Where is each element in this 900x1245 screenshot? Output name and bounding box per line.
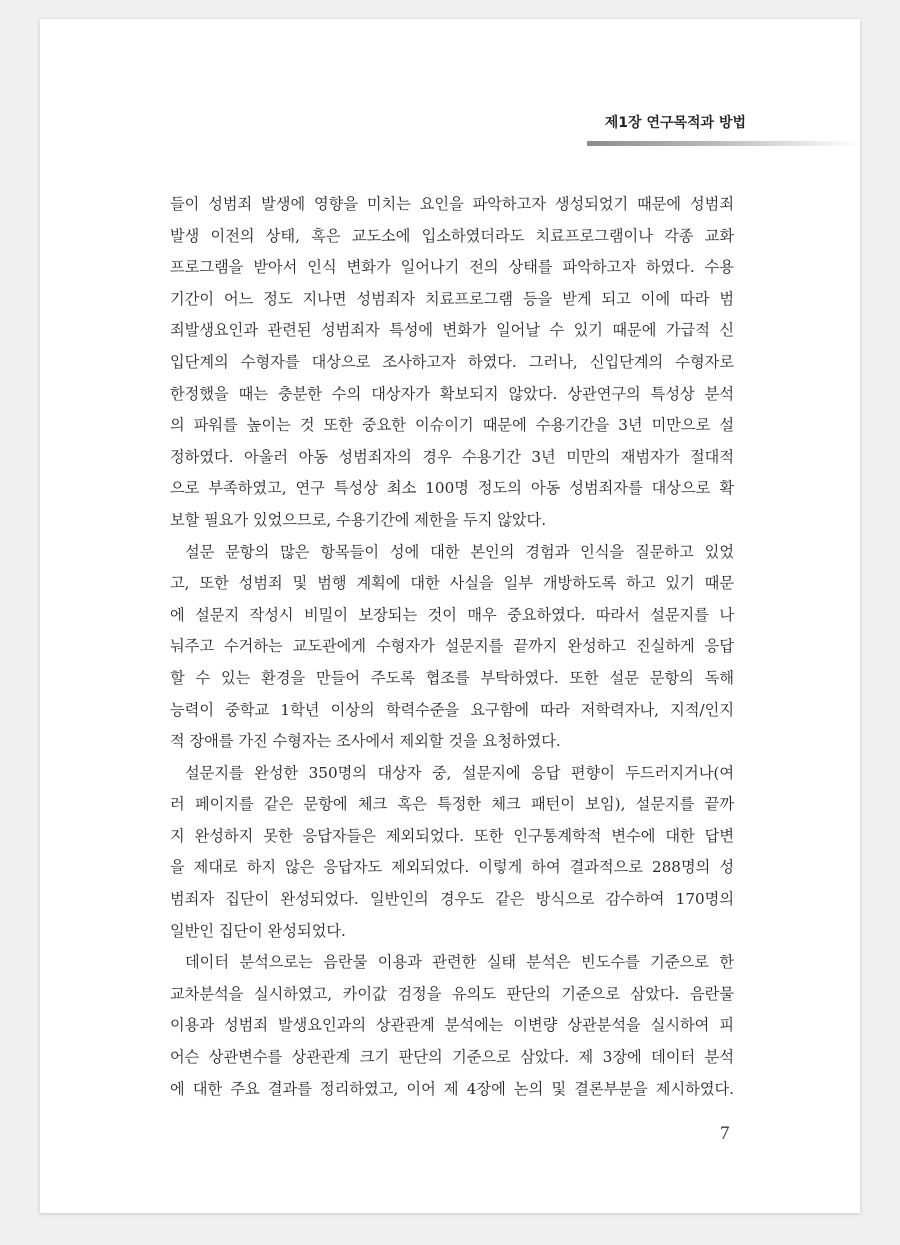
text-line: 교차분석을 실시하였고, 카이값 검정을 유의도 판단의 기준으로 삼았다. 음란물 bbox=[170, 984, 734, 1003]
running-header-title: 제1장 연구목적과 방법 bbox=[604, 115, 746, 131]
text-line: 눠주고 수거하는 교도관에게 수형자가 설문지를 끝까지 완성하고 진실하게 응답 bbox=[170, 637, 734, 656]
text-line: 에 대한 주요 결과를 정리하였고, 이어 제 4장에 논의 및 결론부분을 제시하였다. bbox=[170, 1079, 734, 1098]
text-line: 일반인 집단이 완성되었다. bbox=[170, 921, 346, 940]
text-line: 데이터 분석으로는 음란물 이용과 관련한 실태 분석은 빈도수를 기준으로 한 bbox=[185, 953, 734, 972]
text-line: 어슨 상관변수를 상관관계 크기 판단의 기준으로 삼았다. 제 3장에 데이터 분석 bbox=[170, 1048, 734, 1067]
paragraph-1 bbox=[170, 189, 734, 537]
paragraph-4 bbox=[170, 947, 734, 1105]
text-line: 입단계의 수형자를 대상으로 조사하고자 하였다. 그러나, 신입단계의 수형자로 bbox=[170, 352, 734, 371]
text-line: 으로 부족하였고, 연구 특성상 최소 100명 정도의 아동 성범죄자를 대상으로 확 bbox=[170, 479, 734, 498]
page-number: 7 bbox=[720, 1123, 730, 1144]
paragraph-3 bbox=[170, 758, 734, 948]
text-line: 적 장애를 가진 수형자는 조사에서 제외할 것을 요청하였다. bbox=[170, 732, 561, 751]
text-line: 지 완성하지 못한 응답자들은 제외되었다. 또한 인구통계학적 변수에 대한 답변 bbox=[170, 826, 734, 845]
text-line: 이용과 성범죄 발생요인과의 상관관계 분석에는 이변량 상관분석을 실시하여 피 bbox=[170, 1016, 734, 1035]
text-line: 죄발생요인과 관련된 성범죄자 특성에 변화가 일어날 수 있기 때문에 가급적 신 bbox=[170, 321, 734, 340]
paragraph-2 bbox=[170, 537, 734, 758]
body-text bbox=[170, 189, 734, 1105]
text-line: 설문 문항의 많은 항목들이 성에 대한 본인의 경험과 인식을 질문하고 있었 bbox=[185, 542, 734, 561]
text-line: 보할 필요가 있었으므로, 수용기간에 제한을 두지 않았다. bbox=[170, 510, 547, 529]
text-line: 에 설문지 작성시 비밀이 보장되는 것이 매우 중요하였다. 따라서 설문지를 나 bbox=[170, 605, 734, 624]
text-line: 한정했을 때는 충분한 수의 대상자가 확보되지 않았다. 상관연구의 특성상 분석 bbox=[170, 384, 734, 403]
text-line: 러 페이지를 같은 문항에 체크 혹은 특정한 체크 패턴이 보임), 설문지를 끝까 bbox=[170, 795, 734, 814]
text-line: 을 제대로 하지 않은 응답자도 제외되었다. 이렇게 하여 결과적으로 288명의 성 bbox=[170, 858, 734, 877]
header-gradient-rule bbox=[587, 141, 860, 146]
document-page bbox=[40, 19, 860, 1213]
text-line: 할 수 있는 환경을 만들어 주도록 협조를 부탁하였다. 또한 설문 문항의 독해 bbox=[170, 668, 734, 687]
text-line: 능력이 중학교 1학년 이상의 학력수준을 요구함에 따라 저학력자나, 지적/인지 bbox=[170, 700, 734, 719]
text-line: 범죄자 집단이 완성되었다. 일반인의 경우도 같은 방식으로 감수하여 170명의 bbox=[170, 890, 734, 909]
text-line: 발생 이전의 상태, 혹은 교도소에 입소하였더라도 치료프로그램이나 각종 교화 bbox=[170, 226, 734, 245]
text-line: 들이 성범죄 발생에 영향을 미치는 요인을 파악하고자 생성되었기 때문에 성범죄 bbox=[170, 195, 734, 213]
text-line: 고, 또한 성범죄 및 범행 계획에 대한 사실을 일부 개방하도록 하고 있기 때문 bbox=[170, 574, 734, 593]
text-line: 프로그램을 받아서 인식 변화가 일어나기 전의 상태를 파악하고자 하였다. 수용 bbox=[170, 258, 734, 277]
text-line: 정하였다. 아울러 아동 성범죄자의 경우 수용기간 3년 미만의 재범자가 절대적 bbox=[170, 447, 734, 466]
text-line: 설문지를 완성한 350명의 대상자 중, 설문지에 응답 편향이 두드러지거나(여 bbox=[185, 763, 734, 782]
text-line: 의 파워를 높이는 것 또한 중요한 이슈이기 때문에 수용기간을 3년 미만으로 설 bbox=[170, 416, 734, 435]
text-line: 기간이 어느 정도 지나면 성범죄자 치료프로그램 등을 받게 되고 이에 따라 범 bbox=[170, 289, 734, 308]
